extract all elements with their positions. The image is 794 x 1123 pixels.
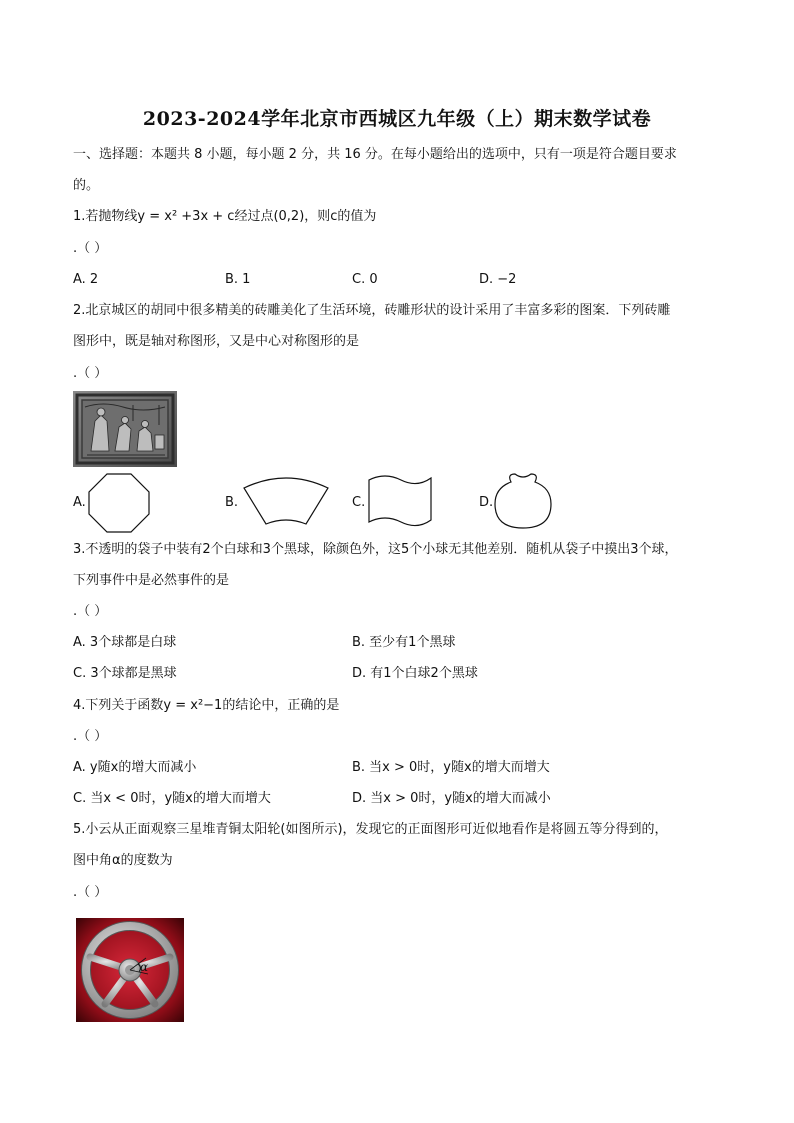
q2-option-c-label: C. [352,495,366,510]
q4-option-b: B. 当x > 0时，y随x的增大而增大 [352,760,550,775]
q2-option-b-label: B. [225,495,239,510]
octagon-icon [88,473,150,533]
q1-answer-paren: .（ ） [73,241,108,256]
q1-stem: 1.若抛物线y = x² +3x + c经过点(0,2)，则c的值为 [73,209,377,224]
q4-option-d: D. 当x > 0时，y随x的增大而减小 [352,791,551,806]
brick-carving-image [73,391,177,467]
sun-wheel-image [76,918,184,1022]
vase-shape-icon [493,472,553,530]
q3-option-a: A. 3个球都是白球 [73,635,177,650]
q4-answer-paren: .（ ） [73,729,108,744]
q3-stem-line1: 3.不透明的袋子中装有2个白球和3个黑球，除颜色外，这5个小球无其他差别．随机从袋子中摸出3个球， [73,542,678,557]
q5-answer-paren: .（ ） [73,885,108,900]
q4-option-a: A. y随x的增大而减小 [73,760,197,775]
q1-option-c: C. 0 [352,272,378,287]
q3-stem-line2: 下列事件中是必然事件的是 [73,573,230,588]
q3-answer-paren: .（ ） [73,604,108,619]
q4-option-c: C. 当x < 0时，y随x的增大而增大 [73,791,271,806]
q3-option-b: B. 至少有1个黑球 [352,635,456,650]
q2-option-d-label: D. [479,495,494,510]
q1-option-d: D. −2 [479,272,517,287]
q3-option-d: D. 有1个白球2个黑球 [352,666,478,681]
section-heading-line1: 一、选择题：本题共 8 小题，每小题 2 分，共 16 分。在每小题给出的选项中，只有一项是符合题目要求 [73,147,677,162]
fan-shape-icon [242,474,330,526]
q2-answer-paren: .（ ） [73,366,108,381]
q2-stem-line2: 图形中，既是轴对称图形，又是中心对称图形的是 [73,334,360,349]
q2-stem-line1: 2.北京城区的胡同中很多精美的砖雕美化了生活环境，砖雕形状的设计采用了丰富多彩的图案．下列砖雕 [73,303,671,318]
q2-option-a-label: A. [73,495,86,510]
page-title: 2023-2024学年北京市西城区九年级（上）期末数学试卷 [142,108,652,130]
section-heading-line2: 的。 [73,178,100,193]
q1-option-b: B. 1 [225,272,251,287]
alpha-label: α [140,960,149,974]
q5-stem-line2: 图中角α的度数为 [73,853,173,868]
flag-shape-icon [367,474,433,528]
q1-option-a: A. 2 [73,272,99,287]
q5-stem-line1: 5.小云从正面观察三星堆青铜太阳轮(如图所示)，发现它的正面图形可近似地看作是将圆五等分得到的， [73,822,668,837]
q4-stem: 4.下列关于函数y = x²−1的结论中，正确的是 [73,698,340,713]
q3-option-c: C. 3个球都是黑球 [73,666,177,681]
